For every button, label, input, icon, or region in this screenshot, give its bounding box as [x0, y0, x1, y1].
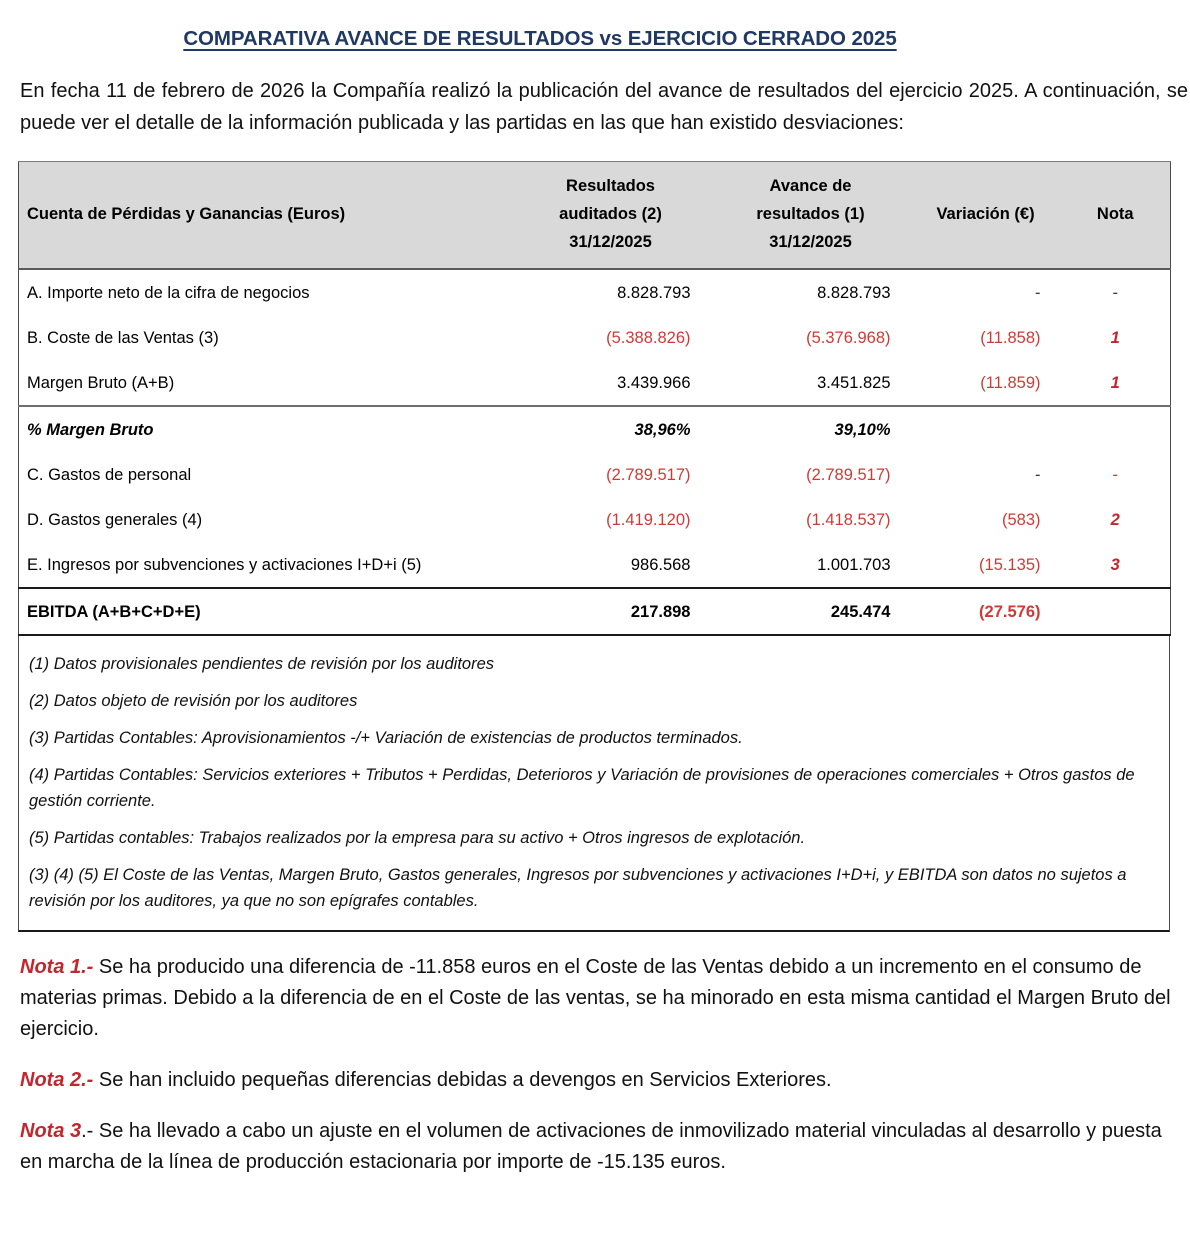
footnote-item: (3) (4) (5) El Coste de las Ventas, Margen Bruto, Gastos generales, Ingresos por subvenciones y activaciones I+D+i, y EBITDA son datos no sujetos a revisión por los auditores, ya que no son epígrafes contables.	[29, 866, 1127, 910]
row-audited: 8.828.793	[617, 284, 691, 302]
row-advance: (2.789.517)	[806, 466, 891, 484]
note-text-1: Se ha producido una diferencia de -11.858 euros en el Coste de las Ventas debido a un incremento en el consumo de materias primas. Debido a la diferencia de en el Coste de las ventas, se ha minorado en esta misma cantidad el Margen Bruto del ejercicio.	[20, 956, 1171, 1040]
column-header-advance	[711, 162, 911, 270]
footnote-item: (4) Partidas Contables: Servicios exteriores + Tributos + Perdidas, Deterioros y Variación de provisiones de operaciones comerciales + Otros gastos de gestión corriente.	[29, 766, 1135, 810]
column-header-concept: Cuenta de Pérdidas y Ganancias (Euros)	[19, 162, 511, 270]
row-audited: (1.419.120)	[606, 511, 691, 529]
row-note	[1061, 406, 1171, 452]
column-header-advance-line3: 31/12/2025	[769, 233, 852, 251]
row-concept: % Margen Bruto	[19, 406, 511, 452]
row-note: 1	[1110, 374, 1120, 392]
table-header-row	[19, 162, 1171, 270]
row-note: 2	[1110, 511, 1120, 529]
row-variation	[911, 406, 1061, 452]
row-advance: (5.376.968)	[806, 329, 891, 347]
row-variation: -	[1035, 284, 1041, 302]
footnote-item: (3) Partidas Contables: Aprovisionamientos -/+ Variación de existencias de productos terminados.	[29, 729, 743, 747]
row-variation: (27.576)	[911, 588, 1061, 635]
row-advance: 1.001.703	[817, 556, 891, 574]
row-variation: (11.859)	[980, 374, 1041, 392]
row-advance: 39,10%	[711, 406, 911, 452]
column-header-audited-line1: Resultados	[566, 177, 655, 195]
note-text-2: Se han incluido pequeñas diferencias debidas a devengos en Servicios Exteriores.	[93, 1069, 832, 1091]
note-paragraph-2	[20, 1045, 1188, 1096]
intro-paragraph: En fecha 11 de febrero de 2026 la Compañía realizó la publicación del avance de resultados del ejercicio 2025. A continuación, se puede ver el detalle de la información publicada y las partidas en las que han existido desviaciones:	[20, 80, 1188, 134]
footnote-item: (5) Partidas contables: Trabajos realizados por la empresa para su activo + Otros ingresos de explotación.	[29, 829, 806, 847]
row-variation: (11.858)	[980, 329, 1041, 347]
row-concept: E. Ingresos por subvenciones y activaciones I+D+i (5)	[27, 556, 422, 574]
footnote-item: (1) Datos provisionales pendientes de revisión por los auditores	[29, 655, 495, 673]
table-body	[19, 269, 1171, 635]
column-header-audited-line2: auditados (2)	[559, 205, 662, 223]
column-header-advance-line2: resultados (1)	[756, 205, 865, 223]
column-header-note: Nota	[1061, 162, 1171, 270]
table-row	[19, 497, 1171, 542]
row-audited: 3.439.966	[617, 374, 691, 392]
column-header-advance-line1: Avance de	[769, 177, 852, 195]
note-paragraph-3	[20, 1096, 1188, 1178]
row-concept: Margen Bruto (A+B)	[27, 374, 175, 392]
table-row	[19, 315, 1171, 360]
row-concept: B. Coste de las Ventas (3)	[27, 329, 219, 347]
note-label-tail-3: .-	[81, 1120, 94, 1142]
row-audited: (5.388.826)	[606, 329, 691, 347]
row-advance: 3.451.825	[817, 374, 891, 392]
table-row	[19, 360, 1171, 406]
row-variation: (15.135)	[979, 556, 1041, 574]
row-advance: 245.474	[711, 588, 911, 635]
row-audited: (2.789.517)	[606, 466, 691, 484]
row-concept: EBITDA (A+B+C+D+E)	[19, 588, 511, 635]
column-header-variation: Variación (€)	[911, 162, 1061, 270]
row-concept: A. Importe neto de la cifra de negocios	[27, 284, 310, 302]
row-variation: -	[1035, 466, 1041, 484]
row-variation: (583)	[1001, 511, 1041, 529]
row-note: 3	[1110, 556, 1120, 574]
column-header-audited-line3: 31/12/2025	[569, 233, 652, 251]
table-row	[19, 542, 1171, 588]
note-text-3: Se ha llevado a cabo un ajuste en el volumen de activaciones de inmovilizado material vinculadas al desarrollo y puesta en marcha de la línea de producción estacionaria por importe de -15.135 euros.	[20, 1120, 1162, 1173]
table-row	[19, 452, 1171, 497]
profit-and-loss-table	[18, 161, 1171, 636]
note-label-2: Nota 2.-	[20, 1069, 94, 1091]
column-header-audited	[511, 162, 711, 270]
row-audited: 38,96%	[511, 406, 711, 452]
table-row	[19, 269, 1171, 315]
row-audited: 217.898	[511, 588, 711, 635]
row-advance: 8.828.793	[817, 284, 891, 302]
row-note	[1061, 588, 1171, 635]
notes-section	[0, 932, 1190, 1178]
row-note: -	[1112, 466, 1118, 484]
table-footnotes	[18, 636, 1170, 932]
note-paragraph-1	[20, 932, 1188, 1045]
row-audited: 986.568	[630, 556, 691, 574]
table-header	[19, 162, 1171, 270]
row-note: -	[1112, 284, 1118, 302]
note-label-3: Nota 3	[20, 1120, 82, 1142]
table-row-ebitda	[19, 588, 1171, 635]
row-note: 1	[1110, 329, 1120, 347]
table-row-margin-percent	[19, 406, 1171, 452]
row-advance: (1.418.537)	[806, 511, 891, 529]
row-concept: D. Gastos generales (4)	[27, 511, 203, 529]
footnote-item: (2) Datos objeto de revisión por los auditores	[29, 692, 358, 710]
row-concept: C. Gastos de personal	[27, 466, 192, 484]
note-label-1: Nota 1.-	[20, 956, 94, 978]
page-title: COMPARATIVA AVANCE DE RESULTADOS vs EJERCICIO CERRADO 2025	[183, 27, 897, 50]
